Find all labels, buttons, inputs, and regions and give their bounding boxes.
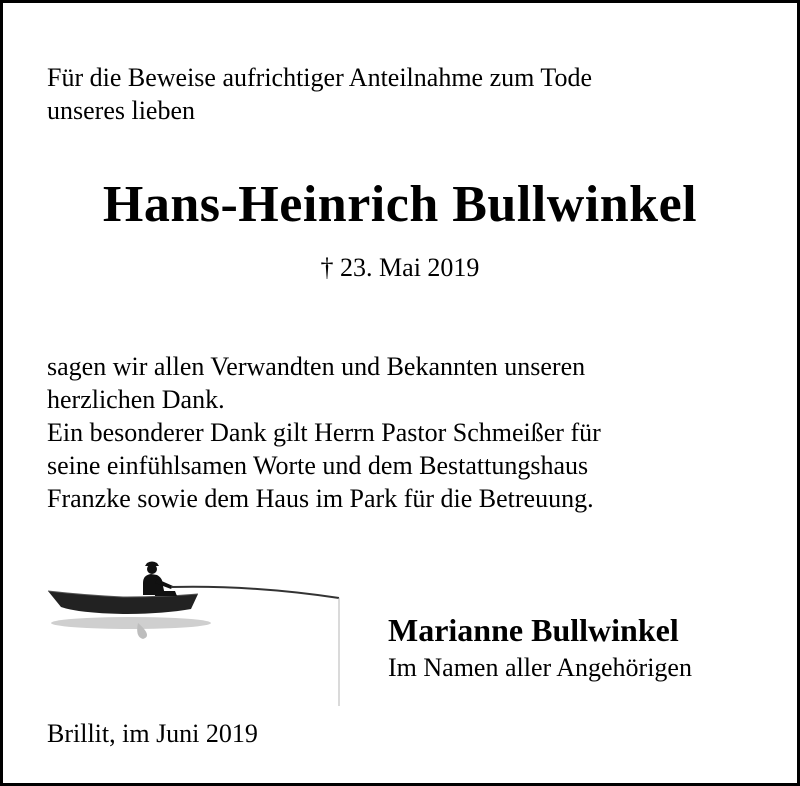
thanks-line: sagen wir allen Verwandten und Bekannten unseren	[47, 352, 586, 381]
death-date: † 23. Mai 2019	[320, 253, 480, 282]
deceased-name: Hans-Heinrich Bullwinkel	[102, 176, 698, 233]
thanks-line: herzlichen Dank.	[47, 385, 225, 414]
intro-line: unseres lieben	[47, 96, 196, 125]
thanks-line: Ein besonderer Dank gilt Herrn Pastor Schmeißer für	[47, 418, 601, 447]
thanks-text	[47, 350, 601, 515]
fisherman-boat-icon	[43, 561, 353, 711]
signer-name: Marianne Bullwinkel	[388, 612, 679, 648]
thanks-line: Franzke sowie dem Haus im Park für die Betreuung.	[47, 484, 594, 513]
signer-subtitle: Im Namen aller Angehörigen	[388, 653, 692, 682]
intro-line: Für die Beweise aufrichtiger Anteilnahme zum Tode	[47, 63, 592, 92]
intro-text	[47, 61, 592, 127]
place-date: Brillit, im Juni 2019	[47, 719, 258, 748]
thanks-line: seine einfühlsamen Worte und dem Bestattungshaus	[47, 451, 589, 480]
